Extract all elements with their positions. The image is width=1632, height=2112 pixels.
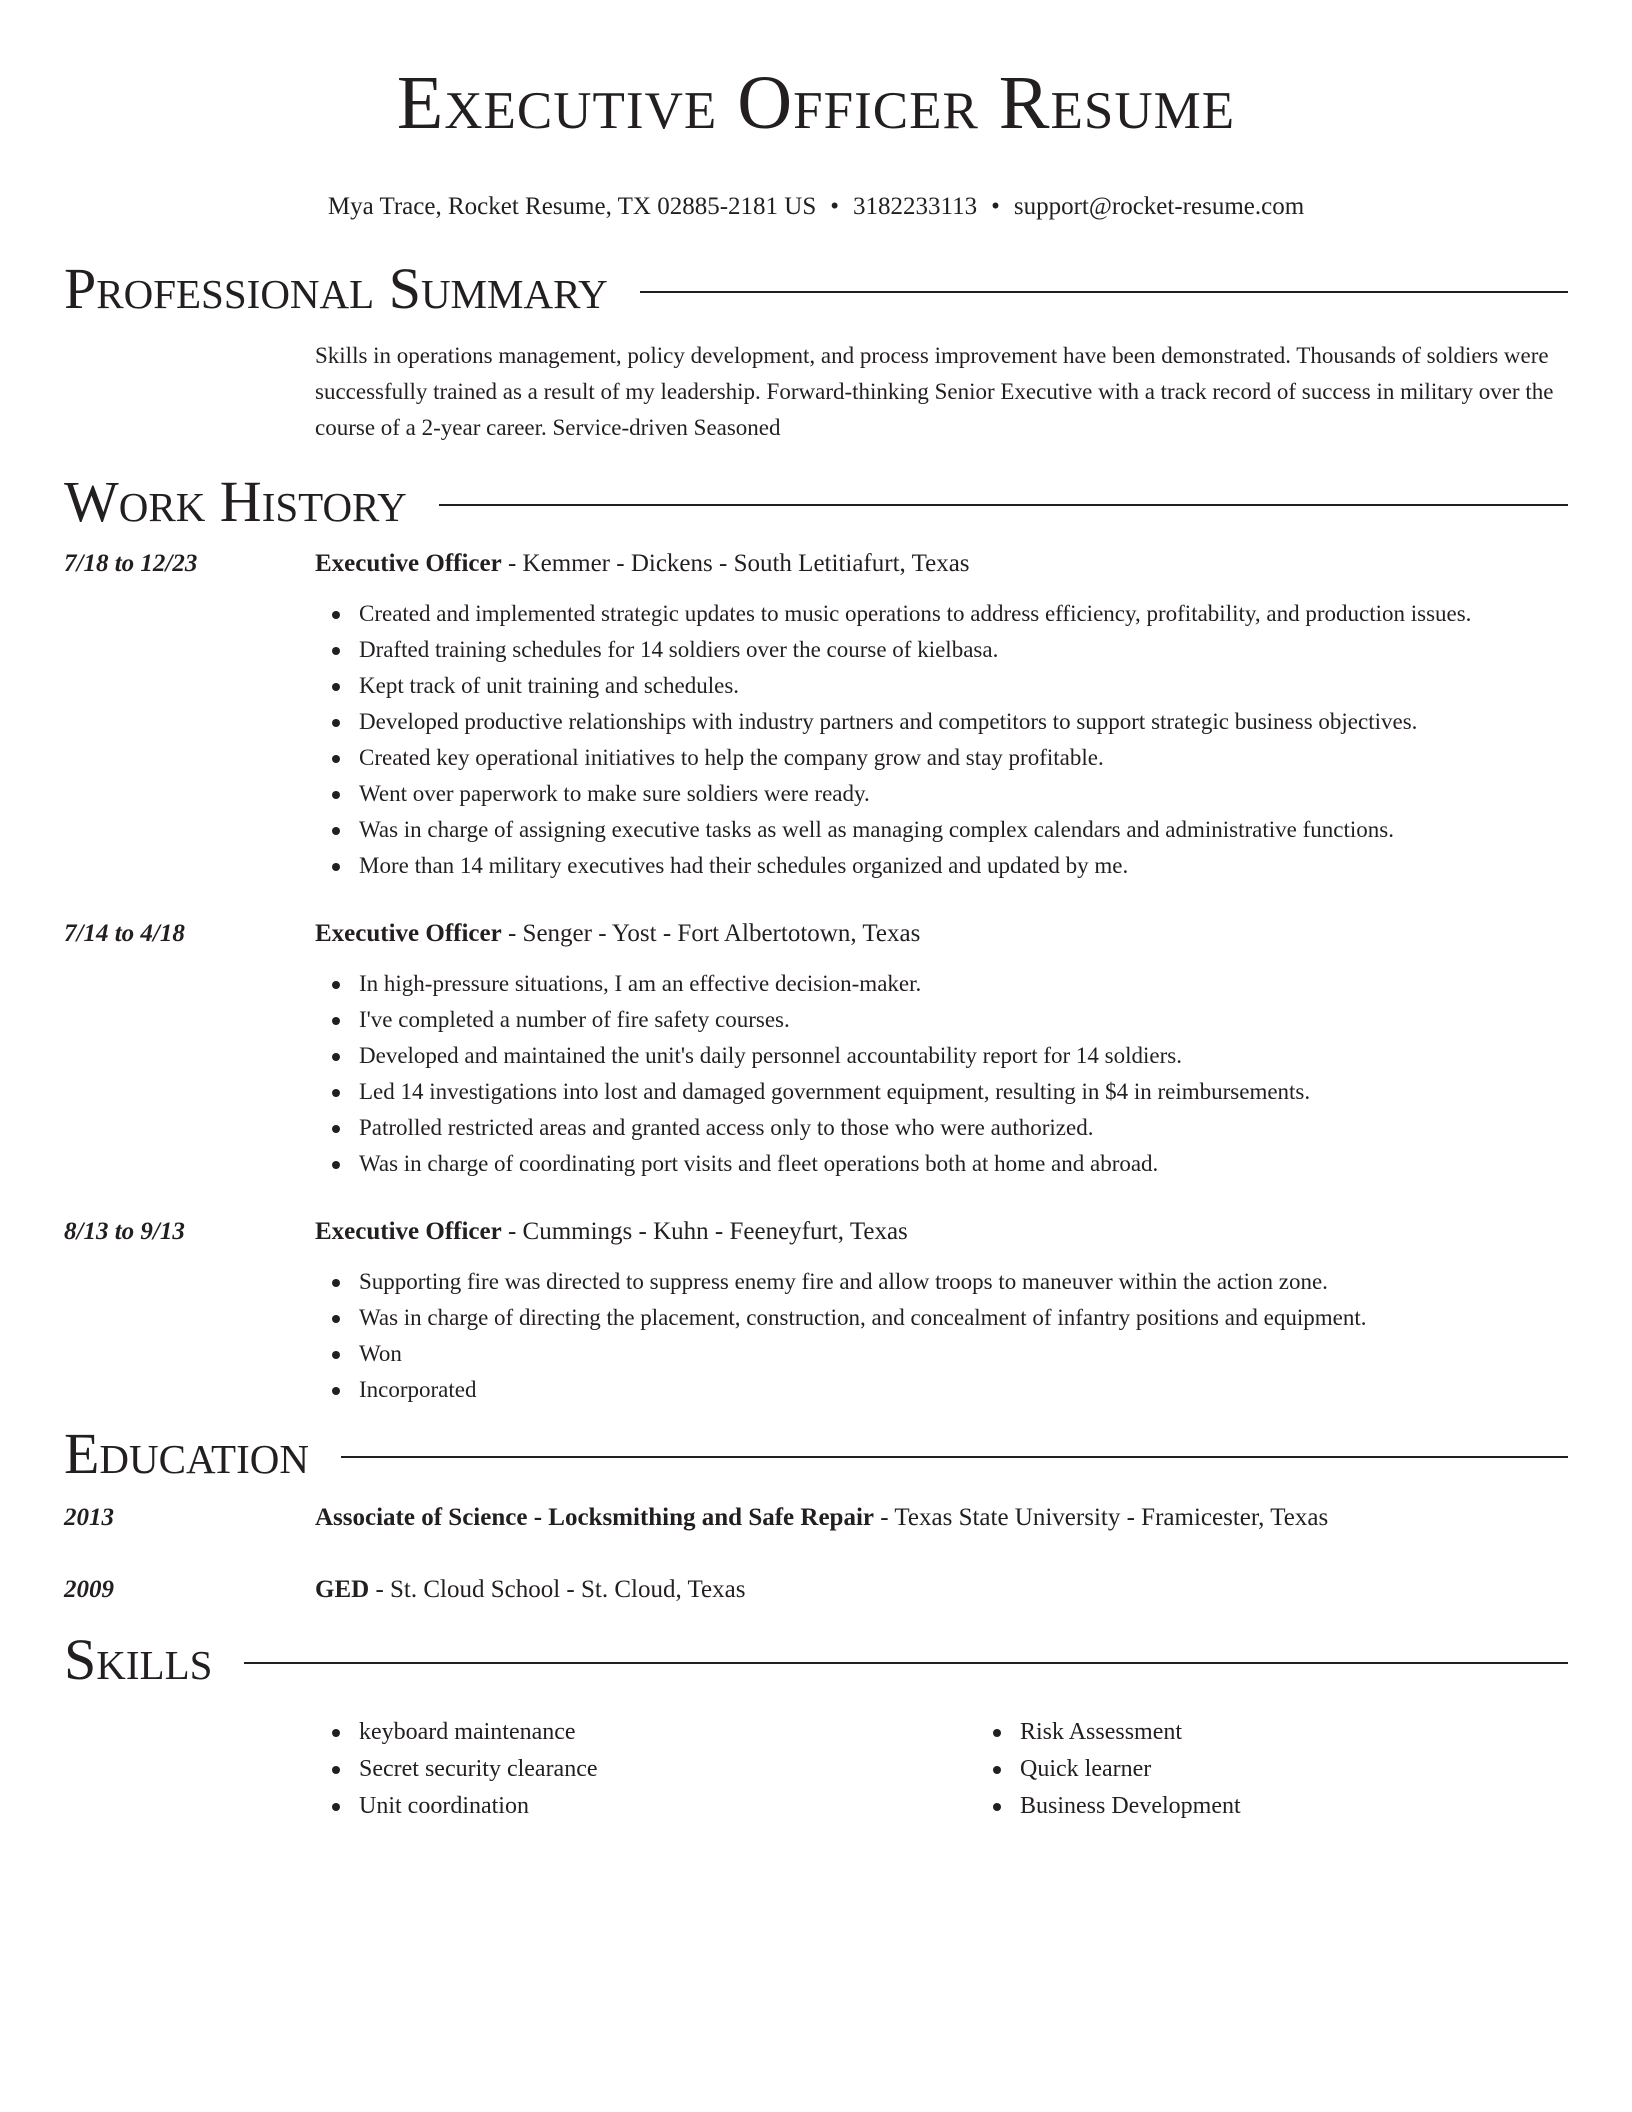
list-item: Created key operational initiatives to help the company grow and stay profitable. <box>359 740 1568 776</box>
list-item: Incorporated <box>359 1372 1568 1408</box>
summary-heading: Professional Summary <box>64 256 608 321</box>
job-entry <box>64 1216 1568 1408</box>
resume-title: Executive Officer Resume <box>396 61 1236 145</box>
section-divider <box>244 1662 1568 1664</box>
job-title: Executive Officer <box>315 550 502 577</box>
job-dates: 7/14 to 4/18 <box>64 920 185 947</box>
job-dates: 7/18 to 12/23 <box>64 550 198 577</box>
list-item: Went over paperwork to make sure soldiers were ready. <box>359 776 1568 812</box>
education-details: - St. Cloud School - St. Cloud, Texas <box>369 1576 746 1603</box>
list-item: Kept track of unit training and schedules. <box>359 668 1568 704</box>
list-item: I've completed a number of fire safety courses. <box>359 1002 1568 1038</box>
job-details: - Senger - Yost - Fort Albertotown, Texas <box>501 920 921 947</box>
list-item: Developed and maintained the unit's daily personnel accountability report for 14 soldiers. <box>359 1038 1568 1074</box>
skills-list-left <box>315 1714 976 1825</box>
skills-columns <box>315 1714 1632 1825</box>
skill-item: Unit coordination <box>359 1788 976 1825</box>
education-entry <box>64 1574 1568 1606</box>
job-bullets <box>315 1264 1568 1408</box>
skill-item: Quick learner <box>1020 1751 1632 1788</box>
skills-list-right <box>976 1714 1632 1825</box>
list-item: Was in charge of coordinating port visits and fleet operations both at home and abroad. <box>359 1146 1568 1182</box>
skills-heading: Skills <box>64 1627 213 1692</box>
list-item: Drafted training schedules for 14 soldiers over the course of kielbasa. <box>359 632 1568 668</box>
job-details: - Cummings - Kuhn - Feeneyfurt, Texas <box>501 1218 908 1245</box>
job-title: Executive Officer <box>315 1218 502 1245</box>
job-heading <box>315 918 1568 950</box>
education-year: 2013 <box>64 1504 114 1531</box>
skill-item: Business Development <box>1020 1788 1632 1825</box>
list-item: Was in charge of assigning executive tasks as well as managing complex calendars and administrative functions. <box>359 812 1568 848</box>
job-details: - Kemmer - Dickens - South Letitiafurt, Texas <box>501 550 970 577</box>
list-item: Patrolled restricted areas and granted access only to those who were authorized. <box>359 1110 1568 1146</box>
contact-email: support@rocket-resume.com <box>1013 193 1305 220</box>
education-details: - Texas State University - Framicester, Texas <box>874 1504 1329 1531</box>
contact-phone: 3182233113 <box>853 193 978 220</box>
job-dates: 8/13 to 9/13 <box>64 1218 185 1245</box>
list-item: Developed productive relationships with industry partners and competitors to support strategic business objectives. <box>359 704 1568 740</box>
summary-row <box>64 338 1568 446</box>
section-divider <box>439 504 1568 506</box>
job-bullets <box>315 966 1568 1182</box>
list-item: Created and implemented strategic updates to music operations to address efficiency, profitability, and production issues. <box>359 596 1568 632</box>
job-heading <box>315 548 1568 580</box>
skill-item: Secret security clearance <box>359 1751 976 1788</box>
education-degree: Associate of Science - Locksmithing and Safe Repair <box>315 1504 874 1531</box>
section-divider <box>640 291 1568 293</box>
contact-address: Mya Trace, Rocket Resume, TX 02885-2181 US <box>327 193 817 220</box>
education-entry <box>64 1502 1568 1534</box>
work-section-header <box>64 468 1568 536</box>
skill-item: keyboard maintenance <box>359 1714 976 1751</box>
education-degree: GED <box>315 1576 370 1603</box>
education-heading: Education <box>64 1421 309 1486</box>
job-entry <box>64 918 1568 1182</box>
summary-section-header <box>64 255 1568 323</box>
job-entry <box>64 548 1568 884</box>
list-item: Was in charge of directing the placement, construction, and concealment of infantry positions and equipment. <box>359 1300 1568 1336</box>
skills-row <box>64 1714 1568 1825</box>
job-title: Executive Officer <box>315 920 502 947</box>
section-divider <box>341 1456 1568 1458</box>
job-bullets <box>315 596 1568 884</box>
list-item: Supporting fire was directed to suppress enemy fire and allow troops to maneuver within the action zone. <box>359 1264 1568 1300</box>
list-item: In high-pressure situations, I am an effective decision-maker. <box>359 966 1568 1002</box>
work-heading: Work History <box>64 469 407 534</box>
skill-item: Risk Assessment <box>1020 1714 1632 1751</box>
contact-separator: • <box>991 193 1000 220</box>
list-item: Won <box>359 1336 1568 1372</box>
skills-section-header <box>64 1626 1568 1694</box>
list-item: More than 14 military executives had their schedules organized and updated by me. <box>359 848 1568 884</box>
contact-line <box>64 192 1568 222</box>
job-heading <box>315 1216 1568 1248</box>
list-item: Led 14 investigations into lost and damaged government equipment, resulting in $4 in reimbursements. <box>359 1074 1568 1110</box>
contact-separator: • <box>830 193 840 220</box>
education-section-header <box>64 1420 1568 1488</box>
education-year: 2009 <box>64 1576 114 1603</box>
summary-text: Skills in operations management, policy development, and process improvement have been demonstrated. Thousands of soldiers were successfully trained as a result of my leadership. Forward-thinking Senior Executive with a track record of success in military over the course of a 2-year career. Service-driven Seasoned <box>315 343 1554 440</box>
